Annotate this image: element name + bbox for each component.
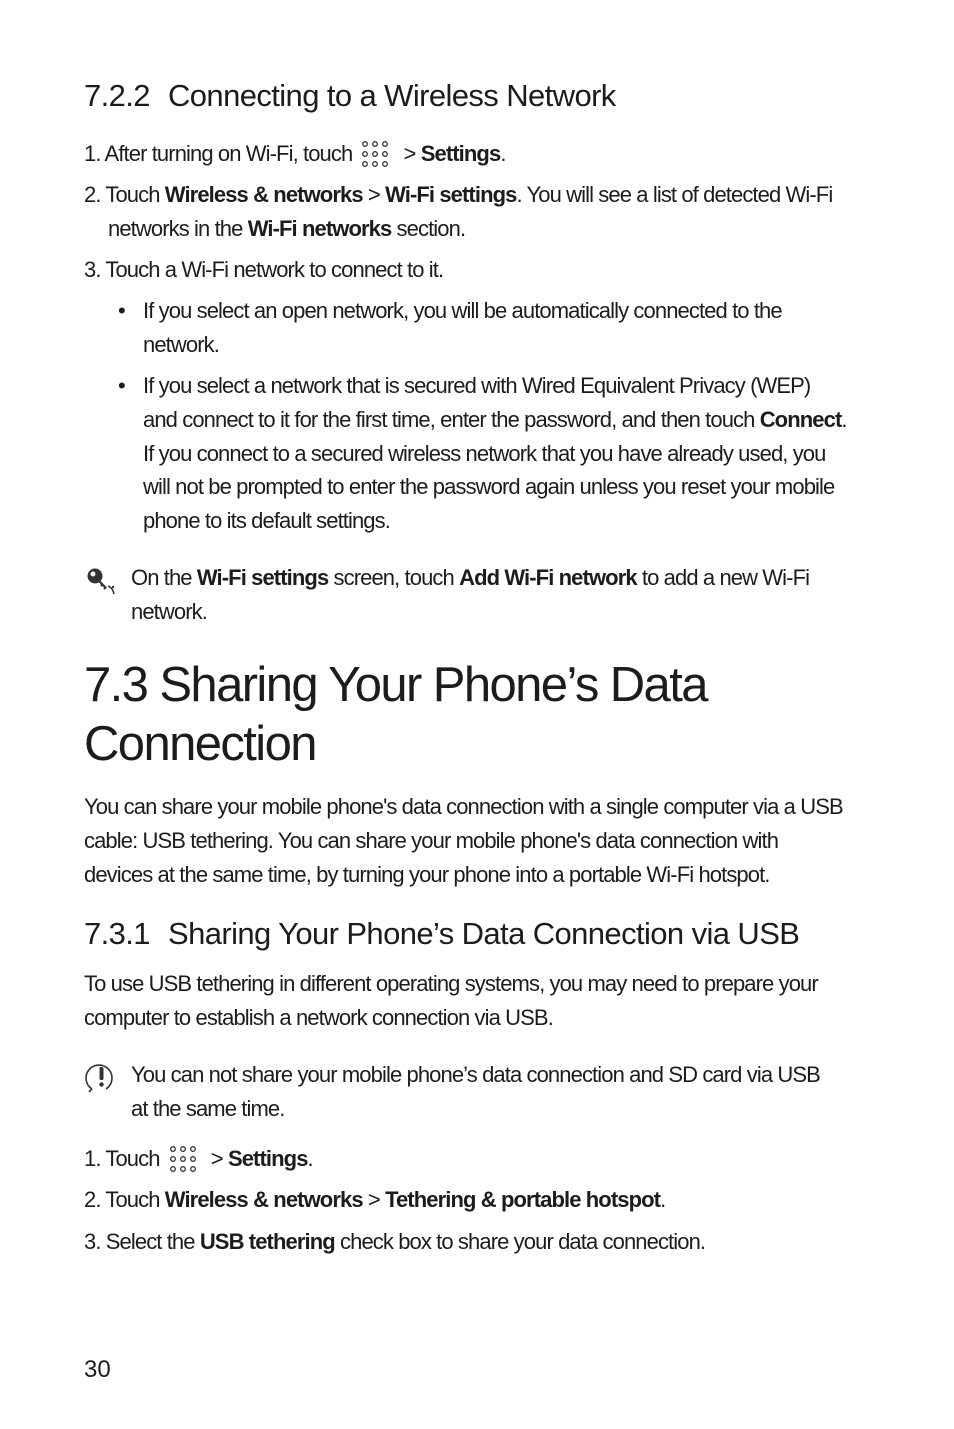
ui-term-wifi-networks: Wi-Fi networks [247,216,392,241]
step-2-line-2 [108,212,465,246]
intro-paragraph-line-1: You can share your mobile phone's data connection with a single computer via a USB [84,794,843,819]
tip-text: screen, touch [328,565,460,590]
tip-line-1 [131,561,809,595]
step-1-connect-wifi [84,137,506,171]
bullet-open-network-line-1: If you select an open network, you will be automatically connected to the [143,298,782,323]
ui-term-wireless-networks: Wireless & networks [164,182,363,207]
caution-icon [84,1059,120,1095]
step-text: check box to share your data connection. [334,1229,706,1254]
step-text: 1. After turning on Wi-Fi, touch [84,141,353,166]
separator: > [398,141,421,166]
period: . [660,1187,666,1212]
chapter-heading-7-3 [84,656,707,774]
ui-term-wifi-settings: Wi-Fi settings [196,565,329,590]
intro-paragraph-line-2: cable: USB tethering. You can share your mobile phone's data connection with [84,828,779,853]
bullet-wep-line-5: phone to its default settings. [143,508,390,533]
ui-term-settings: Settings [420,141,501,166]
usb-step-3 [84,1225,705,1259]
usb-paragraph-line-2: computer to establish a network connection via USB. [84,1005,553,1030]
step-text: networks in the [108,216,248,241]
period: . [500,141,506,166]
section-title: Connecting to a Wireless Network [168,78,616,113]
separator: > [362,1187,386,1212]
section-number: 7.2.2 [84,78,150,113]
intro-paragraph-line-3: devices at the same time, by turning your phone into a portable Wi-Fi hotspot. [84,862,770,887]
caution-line-2: at the same time. [131,1096,285,1121]
caution-line-1: You can not share your mobile phone’s data connection and SD card via USB [131,1062,820,1087]
bullet-marker: • [118,373,125,398]
bullet-wep-line-3: If you connect to a secured wireless network that you have already used, you [143,441,826,466]
tip-text: to add a new Wi-Fi [636,565,810,590]
separator: > [205,1146,228,1171]
app-grid-icon [358,139,392,169]
bullet-wep-line-2 [143,403,847,437]
usb-step-2 [84,1183,665,1217]
ui-term-connect: Connect [759,407,842,432]
app-grid-icon [166,1144,200,1174]
ui-term-add-wifi-network: Add Wi-Fi network [459,565,637,590]
bullet-wep-line-1: If you select a network that is secured with Wired Equivalent Privacy (WEP) [143,373,811,398]
tip-lightbulb-icon [84,563,120,599]
ui-term-settings: Settings [227,1146,308,1171]
step-text: 2. Touch [84,1187,165,1212]
chapter-heading-line-2: Connection [84,717,316,771]
usb-paragraph-line-1: To use USB tethering in different operating systems, you may need to prepare your [84,971,818,996]
page-number: 30 [84,1356,111,1383]
step-text: . You will see a list of detected Wi-Fi [516,182,833,207]
section-heading-7-2-2 [84,78,616,114]
tip-text: On the [131,565,197,590]
step-text: section. [391,216,466,241]
ui-term-tethering-hotspot: Tethering & portable hotspot [385,1187,661,1212]
tip-line-2: network. [131,599,207,624]
section-title: Sharing Your Phone’s Data Connection via USB [168,916,800,951]
step-text: 3. Select the [84,1229,200,1254]
period: . [307,1146,313,1171]
ui-term-wifi-settings: Wi-Fi settings [385,182,517,207]
bullet-text: and connect to it for the first time, enter the password, and then touch [143,407,760,432]
separator: > [362,182,386,207]
step-text: 2. Touch [84,182,165,207]
ui-term-usb-tethering: USB tethering [199,1229,335,1254]
step-2-line-1 [84,178,832,212]
chapter-heading-line-1: 7.3 Sharing Your Phone’s Data [84,658,707,712]
step-text: 1. Touch [84,1146,160,1171]
bullet-wep-line-4: will not be prompted to enter the password again unless you reset your mobile [143,474,835,499]
section-number: 7.3.1 [84,916,150,951]
usb-step-1 [84,1142,313,1176]
period: . [841,407,847,432]
bullet-open-network-line-2: network. [143,332,219,357]
bullet-marker: • [118,298,125,323]
section-heading-7-3-1 [84,916,799,952]
ui-term-wireless-networks: Wireless & networks [164,1187,363,1212]
step-3: 3. Touch a Wi-Fi network to connect to it. [84,257,444,282]
